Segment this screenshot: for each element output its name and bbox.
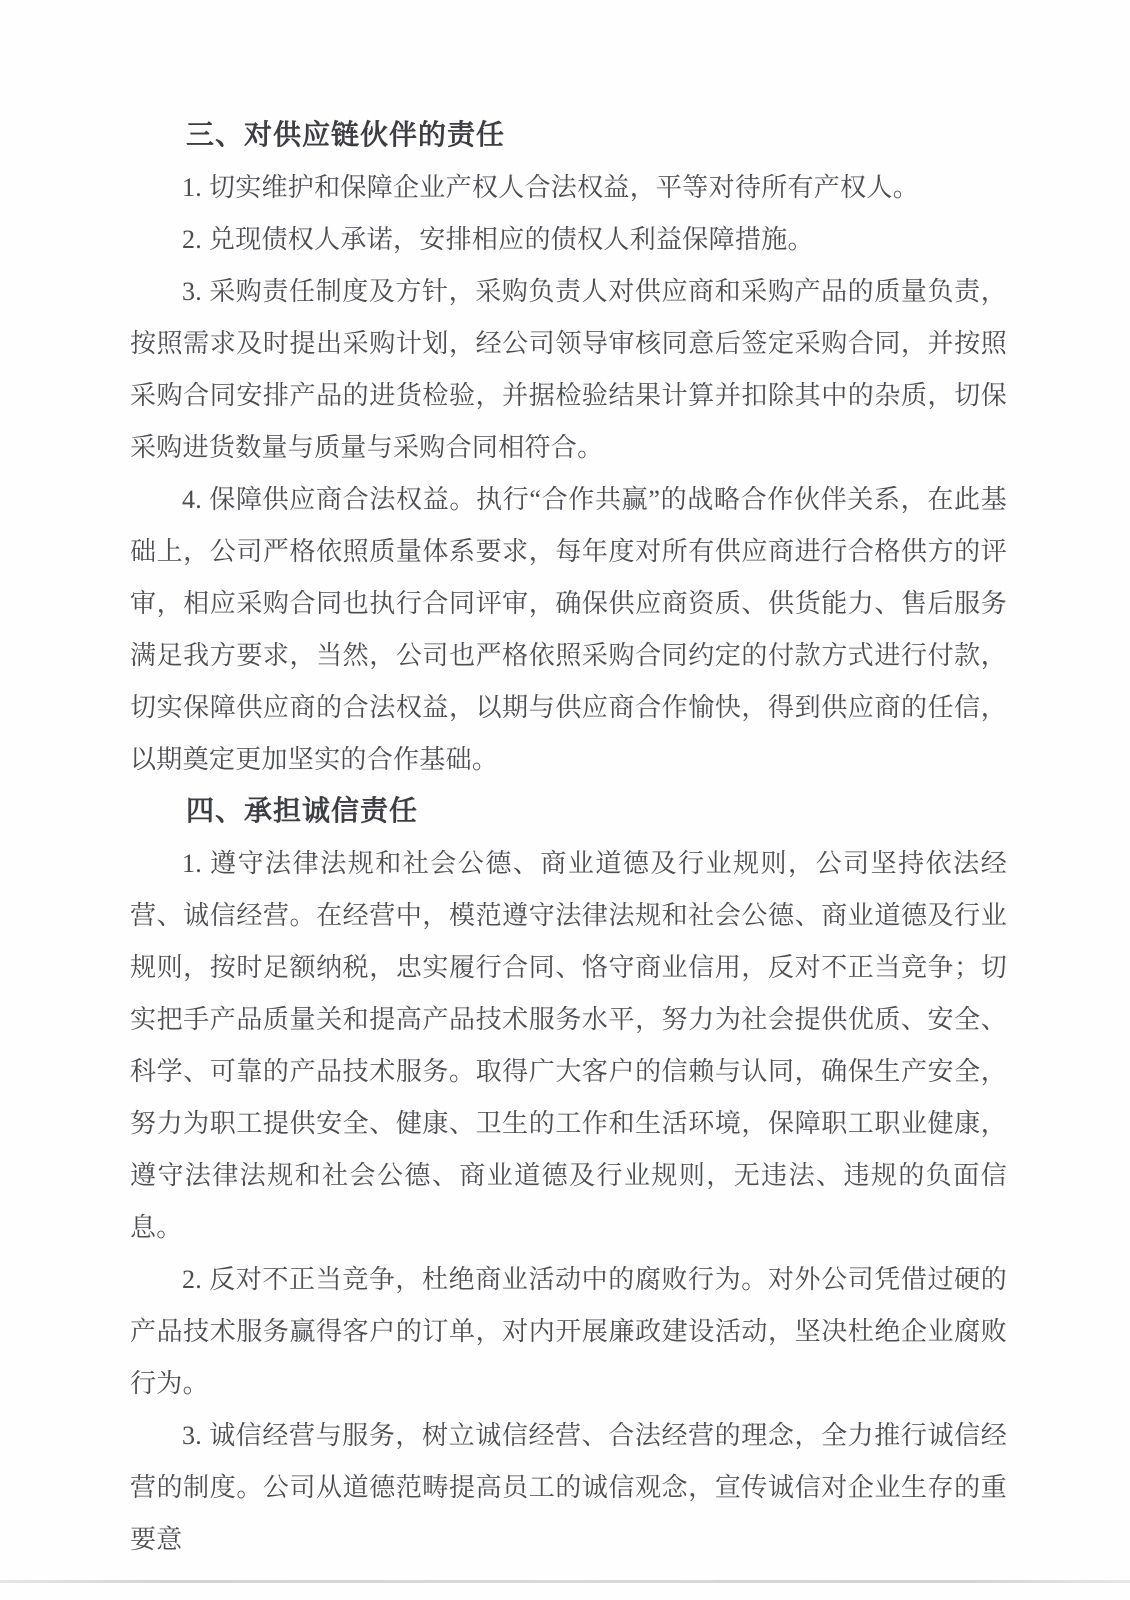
scan-edge-line: [0, 1580, 1130, 1583]
section-supply-chain-responsibility: [130, 110, 1007, 786]
body-paragraph: 2. 兑现债权人承诺，安排相应的债权人利益保障措施。: [182, 225, 814, 254]
body-paragraph: 3. 诚信经营与服务，树立诚信经营、合法经营的理念，全力推行诚信经营的制度。公司从道德范畴提高员工的诚信观念，宣传诚信对企业生存的重要意: [130, 1421, 1007, 1554]
section-heading: 四、承担诚信责任: [186, 796, 419, 827]
body-paragraph: 1. 切实维护和保障企业产权人合法权益，平等对待所有产权人。: [182, 173, 920, 202]
body-paragraph: 3. 采购责任制度及方针，采购负责人对供应商和采购产品的质量负责，按照需求及时提出采购计划，经公司领导审核同意后签定采购合同，并按照采购合同安排产品的进货检验，并据检验结果计算并扣除其中的杂质，切保采购进货数量与质量与采购合同相符合。: [130, 277, 1007, 462]
body-paragraph: 2. 反对不正当竞争，杜绝商业活动中的腐败行为。对外公司凭借过硬的产品技术服务赢得客户的订单，对内开展廉政建设活动，坚决杜绝企业腐败行为。: [130, 1265, 1007, 1398]
section-heading: 三、对供应链伙伴的责任: [186, 120, 506, 151]
body-paragraph: 1. 遵守法律法规和社会公德、商业道德及行业规则，公司坚持依法经营、诚信经营。在经营中，模范遵守法律法规和社会公德、商业道德及行业规则，按时足额纳税，忠实履行合同、恪守商业信用，反对不正当竞争；切实把手产品质量关和提高产品技术服务水平，努力为社会提供优质、安全、科学、可靠的产品技术服务。取得广大客户的信赖与认同，确保生产安全，努力为职工提供安全、健康、卫生的工作和生活环境，保障职工职业健康，遵守法律法规和社会公德、商业道德及行业规则，无违法、违规的负面信息。: [130, 849, 1007, 1242]
section-integrity-responsibility: [130, 786, 1007, 1566]
body-paragraph: 4. 保障供应商合法权益。执行“合作共赢”的战略合作伙伴关系，在此基础上，公司严格依照质量体系要求，每年度对所有供应商进行合格供方的评审，相应采购合同也执行合同评审，确保供应商资质、供货能力、售后服务满足我方要求，当然，公司也严格依照采购合同约定的付款方式进行付款，切实保障供应商的合法权益，以期与供应商合作愉快，得到供应商的任信，以期奠定更加坚实的合作基础。: [130, 485, 1007, 774]
